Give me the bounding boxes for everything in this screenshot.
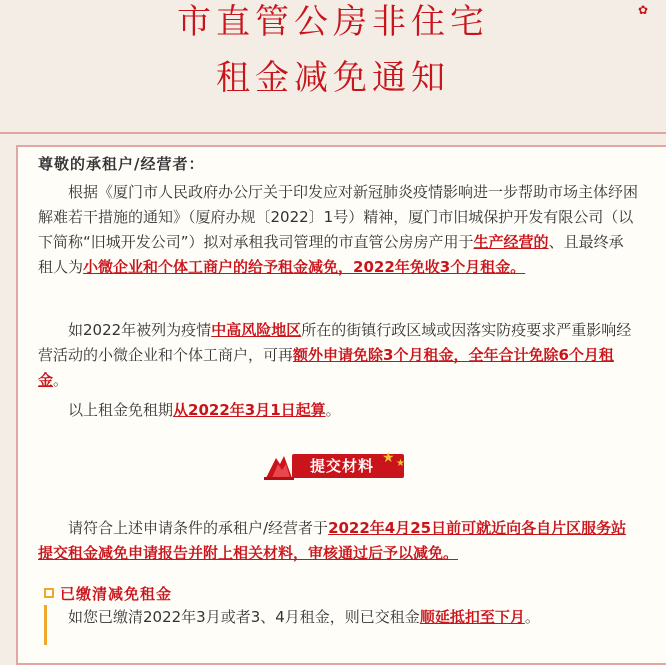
paid-text-1: 如您已缴清2022年3月或者3、4月租金，则已交租金 [68,608,420,626]
risk-highlight-1: 中高风险地区 [211,321,302,339]
policy-highlight-2: 小微企业和个体工商户的给予租金减免，2022年免收3个月租金。 [83,258,526,276]
page-title-line1: 市直管公房非住宅 [177,2,489,42]
seal-icon: ✿ [637,3,649,17]
paid-text-2: 。 [524,608,540,626]
risk-text-3: 。 [53,371,69,389]
risk-text-1: 如2022年被列为疫情 [68,321,212,339]
paragraph-start-date [38,398,638,423]
section-marker-icon [44,588,54,598]
submit-text-1: 请符合上述申请条件的承租户/经营者于 [68,519,329,537]
policy-text-2: 、且最终承租人为 [38,233,624,276]
banner-label: 提交材料 [310,457,375,475]
policy-highlight-1: 生产经营的 [473,233,549,251]
title-divider [0,132,666,134]
risk-highlight-2: 额外申请免除3个月租金，全年合计免除6个月租金 [38,346,614,389]
section-paid-rent-title: 已缴清减免租金 [60,584,173,603]
paragraph-paid-rent [68,605,638,630]
star-icon: ★ [396,458,405,469]
submit-highlight: 2022年4月25日前可就近向各自片区服务站提交租金减免申请报告并附上相关材料，审核通过后予以减免。 [38,519,627,562]
greeting: 尊敬的承租户/经营者： [38,155,205,173]
start-text-1: 以上租金免租期 [68,401,174,419]
submit-materials-banner [262,448,422,482]
page-title-line2: 租金减免通知 [216,58,450,98]
section-paid-rent-header [44,581,172,605]
star-icon: ★ [382,450,395,466]
paragraph-high-risk [38,318,638,393]
start-text-2: 。 [325,401,341,419]
title-area [0,0,666,125]
paid-highlight: 顺延抵扣至下月 [419,608,525,626]
start-highlight: 从2022年3月1日起算 [173,401,326,419]
policy-text-1: 根据《厦门市人民政府办公厅关于印发应对新冠肺炎疫情影响进一步帮助市场主体纾困解难若干措施的通知》（厦府办规〔2022〕1号）精神，厦门市旧城保护开发有限公司（以下简称“旧城开发公司”）拟对承租我司管理的市直管公房房产用于 [38,183,639,251]
flag-icon [264,450,294,480]
section-bar [44,605,47,645]
paragraph-submit [38,516,638,566]
risk-text-2: 所在的街镇行政区域或因落实防疫要求严重影响经营活动的小微企业和个体工商户，可再 [38,321,632,364]
paragraph-policy [38,180,638,280]
